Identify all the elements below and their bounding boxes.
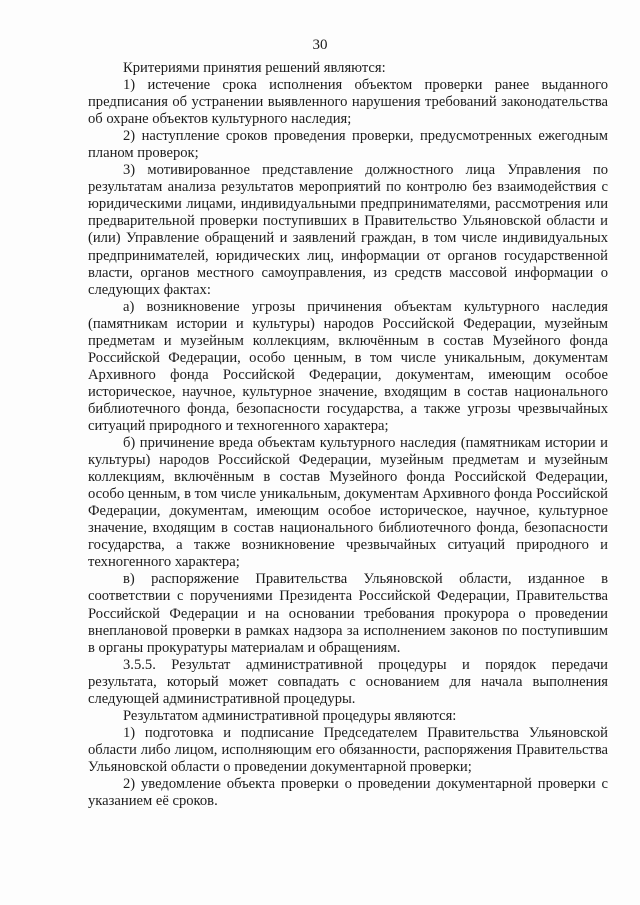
document-body (88, 60, 608, 810)
subitem-v-paragraph: в) распоряжение Правительства Ульяновской области, изданное в соответствии с поручениями Президента Российской Федерации, Правительства Российской Федерации и на основании требования прокурора о проведении внеплановой проверки в рамках надзора за исполнением законов по поступившим в органы прокуратуры материалам и обращениям. (88, 571, 608, 656)
result-1-paragraph: 1) подготовка и подписание Председателем Правительства Ульяновской области либо лицом, исполняющим его обязанности, распоряжения Правительства Ульяновской области о проведении документарной проверки; (88, 724, 608, 775)
criterion-1-paragraph: 1) истечение срока исполнения объектом проверки ранее выданного предписания об устранении выявленного нарушения требований законодательства об охране объектов культурного наследия; (88, 77, 608, 128)
section-3-5-5-paragraph: 3.5.5. Результат административной процедуры и порядок передачи результата, который может совпадать с основанием для начала выполнения следующей административной процедуры. (88, 656, 608, 707)
page-number: 30 (312, 37, 328, 53)
result-2-paragraph: 2) уведомление объекта проверки о проведении документарной проверки с указанием её сроков. (88, 775, 608, 810)
criteria-heading: Критериями принятия решений являются: (123, 60, 386, 76)
criterion-2-paragraph: 2) наступление сроков проведения проверки, предусмотренных ежегодным планом проверок; (88, 128, 608, 162)
criterion-3-paragraph: 3) мотивированное представление должностного лица Управления по результатам анализа результатов мероприятий по контролю без взаимодействия с юридическими лицами, индивидуальными предпринимателями, рассмотрения или предварительной проверки поступивших в Правительство Ульяновской области и (или) Управление обращений и заявлений граждан, в том числе индивидуальных предпринимателей, юридических лиц, информации от органов государственной власти, органов местного самоуправления, из средств массовой информации о следующих фактах: (88, 162, 608, 298)
subitem-a-paragraph: а) возникновение угрозы причинения объектам культурного наследия (памятникам истории и культуры) народов Российской Федерации, музейным предметам и музейным коллекциям, включённым в состав Музейного фонда Российской Федерации, особо ценным, в том числе уникальным, документам Архивного фонда Российской Федерации, документам, имеющим особое историческое, научное, культурное значение, входящим в состав национального библиотечного фонда, безопасности государства, а также угрозы чрезвычайных ситуаций природного и техногенного характера; (88, 298, 608, 434)
subitem-b-paragraph: б) причинение вреда объектам культурного наследия (памятникам истории и культуры) народов Российской Федерации, музейным предметам и музейным коллекциям, включённым в состав Музейного фонда Российской Федерации, особо ценным, в том числе уникальным, документам Архивного фонда Российской Федерации, документам, имеющим особое историческое, научное, культурное значение, входящим в состав национального библиотечного фонда, безопасности государства, а также возникновение чрезвычайных ситуаций природного и техногенного характера; (88, 435, 608, 571)
results-heading: Результатом административной процедуры являются: (123, 707, 457, 724)
